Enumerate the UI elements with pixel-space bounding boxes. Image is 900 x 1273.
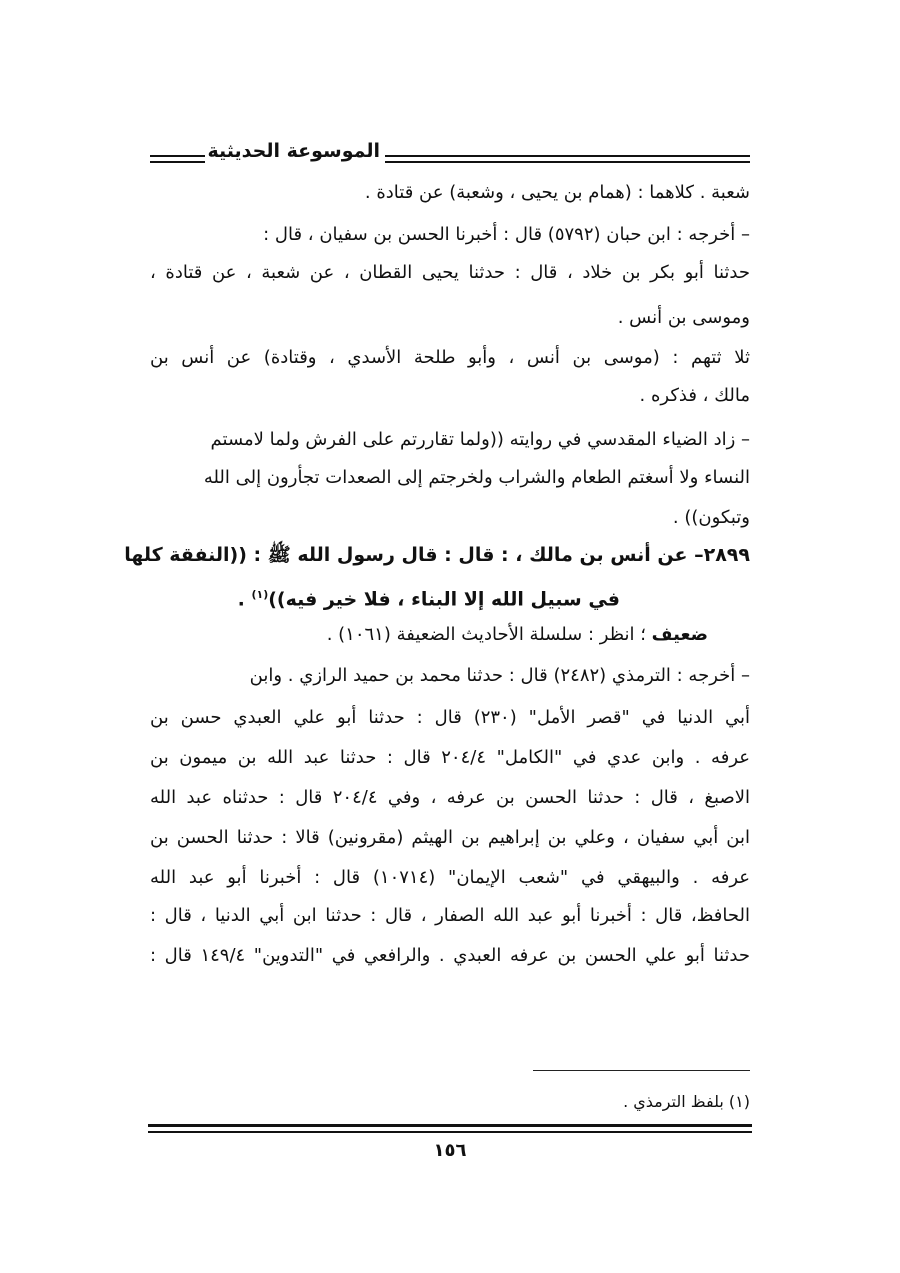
text-line: وموسى بن أنس .: [617, 307, 750, 328]
header-rule-right-bottom: [385, 161, 750, 163]
text-line: شعبة . كلاهما : (همام بن يحيى ، وشعبة) عن قتادة .: [364, 182, 750, 203]
text-line: حدثنا أبو علي الحسن بن عرفه العبدي . والرافعي في "التدوين" ١٤٩/٤ قال :: [150, 945, 750, 966]
text-line: النساء ولا أسغتم الطعام والشراب ولخرجتم إلى الصعدات تجأرون إلى الله: [203, 467, 750, 488]
text-line: حدثنا أبو بكر بن خلاد ، قال : حدثنا يحيى القطان ، عن شعبة ، عن قتادة ،: [150, 262, 750, 283]
grading-line: [150, 622, 750, 648]
text-line: الاصبغ ، قال : حدثنا الحسن بن عرفه ، وفي ٢٠٤/٤ قال : حدثناه عبد الله: [150, 787, 750, 808]
hadith-text: ٢٨٩٩– عن أنس بن مالك ، : قال : قال رسول الله ﷺ : ((النفقة كلها: [124, 544, 750, 566]
text-line: – أخرجه : الترمذي (٢٤٨٢) قال : حدثنا محمد بن حميد الرازي . وابن: [249, 665, 750, 686]
footer-rule-top: [148, 1124, 752, 1127]
hadith-text-continued: [150, 582, 750, 612]
hadith-text-end: في سبيل الله إلا البناء ، فلا خير فيه)): [268, 588, 620, 611]
text-line: – أخرجه : ابن حبان (٥٧٩٢) قال : أخبرنا الحسن بن سفيان ، قال :: [263, 224, 750, 245]
text-line: ثلا ثتهم : (موسى بن أنس ، وأبو طلحة الأسدي ، وقتادة) عن أنس بن: [150, 347, 750, 368]
page-number: ١٥٦: [433, 1140, 467, 1161]
footer-rule-bottom: [148, 1131, 752, 1133]
text-line: – زاد الضياء المقدسي في روايته ((ولما تقاررتم على الفرش ولما لامستم: [210, 429, 750, 450]
header-rule-left-top: [150, 155, 205, 157]
footnote: (١) بلفظ الترمذي .: [623, 1092, 750, 1111]
text-line: وتبكون)) .: [672, 507, 750, 528]
header-rule-right-top: [385, 155, 750, 157]
hadith-period: .: [237, 588, 252, 611]
running-title: الموسوعة الحديثية: [207, 140, 380, 162]
grading-label: ضعيف: [651, 624, 708, 645]
text-line: عرفه . والبيهقي في "شعب الإيمان" (١٠٧١٤) قال : أخبرنا أبو عبد الله: [150, 867, 750, 888]
text-line: ابن أبي سفيان ، وعلي بن إبراهيم بن الهيثم (مقرونين) قالا : حدثنا الحسن بن: [150, 827, 750, 848]
grading-text: ؛ انظر : سلسلة الأحاديث الضعيفة (١٠٦١) .: [326, 624, 652, 645]
text-line: أبي الدنيا في "قصر الأمل" (٢٣٠) قال : حدثنا أبو علي العبدي حسن بن: [150, 707, 750, 728]
text-line: عرفه . وابن عدي في "الكامل" ٢٠٤/٤ قال : حدثنا عبد الله بن ميمون بن: [150, 747, 750, 768]
text-line: مالك ، فذكره .: [639, 385, 750, 406]
text-line: الحافظ، قال : أخبرنا أبو عبد الله الصفار ، قال : حدثنا ابن أبي الدنيا ، قال :: [150, 905, 750, 926]
footnote-marker: (١): [251, 588, 269, 601]
footnote-separator: [533, 1070, 750, 1071]
header-rule-left-bottom: [150, 161, 205, 163]
